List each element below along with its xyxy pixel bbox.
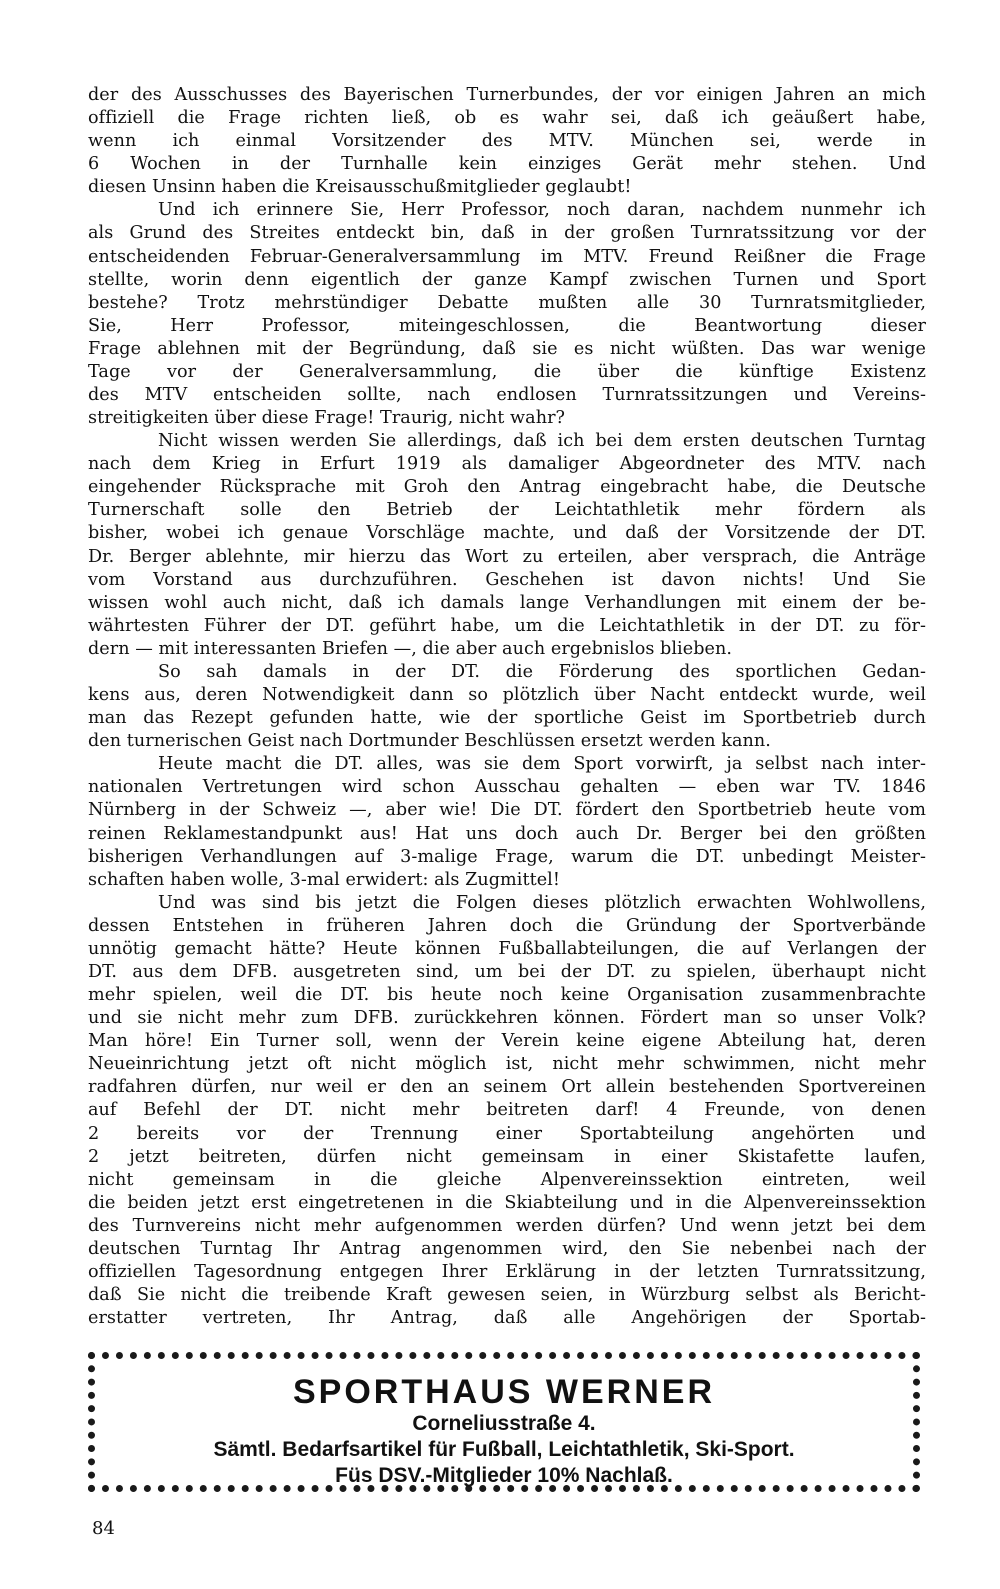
text-line: der des Ausschusses des Bayerischen Turnerbundes, der vor einigen Jahren an mich bbox=[88, 85, 926, 105]
text-line: nach dem Krieg in Erfurt 1919 als damaliger Abgeordneter des MTV. nach bbox=[88, 454, 926, 475]
text-line: DT. aus dem DFB. ausgetreten sind, um bei der DT. zu spielen, überhaupt nicht bbox=[88, 961, 926, 982]
text-line: nationalen Vertretungen wird schon Ausschau gehalten — eben war TV. 1846 bbox=[88, 777, 926, 798]
text-line: man das Rezept gefunden hatte, wie der sportliche Geist im Sportbetrieb durch bbox=[88, 708, 926, 729]
text-line: Man höre! Ein Turner soll, wenn der Verein keine eigene Abteilung hat, deren bbox=[88, 1031, 926, 1052]
ad-discount: Füs DSV.-Mitglieder 10% Nachlaß. bbox=[335, 1464, 673, 1487]
text-line: reinen Reklamestandpunkt aus! Hat uns doch auch Dr. Berger bei den größten bbox=[88, 823, 926, 844]
text-line: Neueinrichtung jetzt oft nicht möglich ist, nicht mehr schwimmen, nicht mehr bbox=[88, 1054, 926, 1075]
text-line: 2 jetzt beitreten, dürfen nicht gemeinsam in einer Skistafette laufen, bbox=[88, 1146, 926, 1167]
text-line: Tage vor der Generalversammlung, die über die künftige Existenz bbox=[88, 361, 926, 382]
text-line: stellte, worin denn eigentlich der ganze Kampf zwischen Turnen und Sport bbox=[88, 269, 926, 290]
ad-products: Sämtl. Bedarfsartikel für Fußball, Leichtathletik, Ski-Sport. bbox=[213, 1438, 795, 1461]
text-line: wissen wohl auch nicht, daß ich damals lange Verhandlungen mit einem der be- bbox=[88, 592, 926, 613]
article-text bbox=[88, 84, 926, 1330]
text-line: nicht gemeinsam in die gleiche Alpenvereinssektion eintreten, weil bbox=[88, 1169, 926, 1190]
text-line: offiziellen Tagesordnung entgegen Ihrer Erklärung in der letzten Turnratssitzung, bbox=[88, 1261, 926, 1282]
text-line: die beiden jetzt erst eingetretenen in die Skiabteilung und in die Alpenvereinssektion bbox=[88, 1192, 926, 1213]
text-line: schaften haben wolle, 3-mal erwidert: als Zugmittel! bbox=[88, 869, 560, 890]
text-line: des Turnvereins nicht mehr aufgenommen werden dürfen? Und wenn jetzt bei dem bbox=[88, 1215, 926, 1236]
advertisement-box bbox=[88, 1352, 920, 1492]
text-line: bisher, wobei ich genaue Vorschläge machte, und daß der Vorsitzende der DT. bbox=[88, 523, 926, 544]
text-line: deutschen Turntag Ihr Antrag angenommen wird, den Sie nebenbei nach der bbox=[88, 1238, 926, 1259]
text-line: bestehe? Trotz mehrstündiger Debatte mußten alle 30 Turnratsmitglieder, bbox=[88, 292, 926, 313]
text-line: kens aus, deren Notwendigkeit dann so plötzlich über Nacht entdeckt wurde, weil bbox=[88, 685, 926, 706]
text-line: Sie, Herr Professor, miteingeschlossen, die Beantwortung dieser bbox=[88, 315, 926, 336]
text-line: entscheidenden Februar-Generalversammlung im MTV. Freund Reißner die Frage bbox=[88, 246, 926, 267]
text-line: bisherigen Verhandlungen auf 3-malige Frage, warum die DT. unbedingt Meister- bbox=[88, 846, 926, 867]
ad-address: Corneliusstraße 4. bbox=[412, 1412, 596, 1435]
text-line: des MTV entscheiden sollte, nach endlosen Turnratssitzungen und Vereins- bbox=[88, 385, 926, 406]
text-line: eingehender Rücksprache mit Groh den Antrag eingebracht habe, die Deutsche bbox=[88, 477, 926, 498]
text-line: diesen Unsinn haben die Kreisausschußmitglieder geglaubt! bbox=[88, 177, 632, 198]
text-line: So sah damals in der DT. die Förderung des sportlichen Gedan- bbox=[158, 661, 926, 682]
text-line: dern — mit interessanten Briefen —, die aber auch ergebnislos blieben. bbox=[88, 638, 732, 659]
text-line: Nicht wissen werden Sie allerdings, daß ich bei dem ersten deutschen Turntag bbox=[158, 431, 926, 452]
text-line: dessen Entstehen in früheren Jahren doch die Gründung der Sportverbände bbox=[88, 915, 926, 936]
text-line: Und was sind bis jetzt die Folgen dieses plötzlich erwachten Wohlwollens, bbox=[158, 892, 926, 913]
text-line: Nürnberg in der Schweiz —, aber wie! Die DT. fördert den Sportbetrieb heute vom bbox=[88, 800, 926, 821]
text-line: erstatter vertreten, Ihr Antrag, daß alle Angehörigen der Sportab- bbox=[88, 1308, 926, 1329]
text-line: unnötig gemacht hätte? Heute können Fußballabteilungen, die auf Verlangen der bbox=[88, 938, 926, 959]
ad-title: SPORTHAUS WERNER bbox=[292, 1373, 716, 1411]
text-line: und sie nicht mehr zum DFB. zurückkehren können. Fördert man so unser Volk? bbox=[88, 1008, 926, 1029]
text-line: 6 Wochen in der Turnhalle kein einziges Gerät mehr stehen. Und bbox=[88, 154, 926, 175]
text-line: Heute macht die DT. alles, was sie dem Sport vorwirft, ja selbst nach inter- bbox=[158, 754, 926, 775]
text-line: wenn ich einmal Vorsitzender des MTV. München sei, werde in bbox=[88, 131, 926, 152]
text-line: den turnerischen Geist nach Dortmunder Beschlüssen ersetzt werden kann. bbox=[88, 731, 771, 752]
article-lines bbox=[88, 84, 926, 1330]
text-line: mehr spielen, weil die DT. bis heute noch keine Organisation zusammenbrachte bbox=[88, 985, 926, 1006]
text-line: Turnerschaft solle den Betrieb der Leichtathletik mehr fördern als bbox=[88, 500, 926, 521]
text-line: vom Vorstand aus durchzuführen. Geschehen ist davon nichts! Und Sie bbox=[88, 569, 926, 590]
text-line: Und ich erinnere Sie, Herr Professor, noch daran, nachdem nunmehr ich bbox=[158, 200, 926, 221]
text-line: als Grund des Streites entdeckt bin, daß in der großen Turnratssitzung vor der bbox=[88, 223, 926, 244]
text-line: währtesten Führer der DT. geführt habe, um die Leichtathletik in der DT. zu för- bbox=[88, 615, 926, 636]
text-line: offiziell die Frage richten ließ, ob es wahr sei, daß ich geäußert habe, bbox=[88, 108, 926, 129]
text-line: 2 bereits vor der Trennung einer Sportabteilung angehörten und bbox=[88, 1123, 926, 1144]
text-line: Frage ablehnen mit der Begründung, daß sie es nicht wüßten. Das war wenige bbox=[88, 338, 926, 359]
page-number: 84 bbox=[92, 1518, 115, 1539]
text-line: Dr. Berger ablehnte, mir hierzu das Wort zu erteilen, aber versprach, die Anträge bbox=[88, 546, 926, 567]
text-line: daß Sie nicht die treibende Kraft gewesen seien, in Würzburg selbst als Bericht- bbox=[88, 1285, 926, 1306]
text-line: streitigkeiten über diese Frage! Traurig, nicht wahr? bbox=[88, 408, 566, 429]
text-line: radfahren dürfen, nur weil er den an seinem Ort allein bestehenden Sportvereinen bbox=[88, 1077, 926, 1098]
text-line: auf Befehl der DT. nicht mehr beitreten darf! 4 Freunde, von denen bbox=[88, 1100, 926, 1121]
